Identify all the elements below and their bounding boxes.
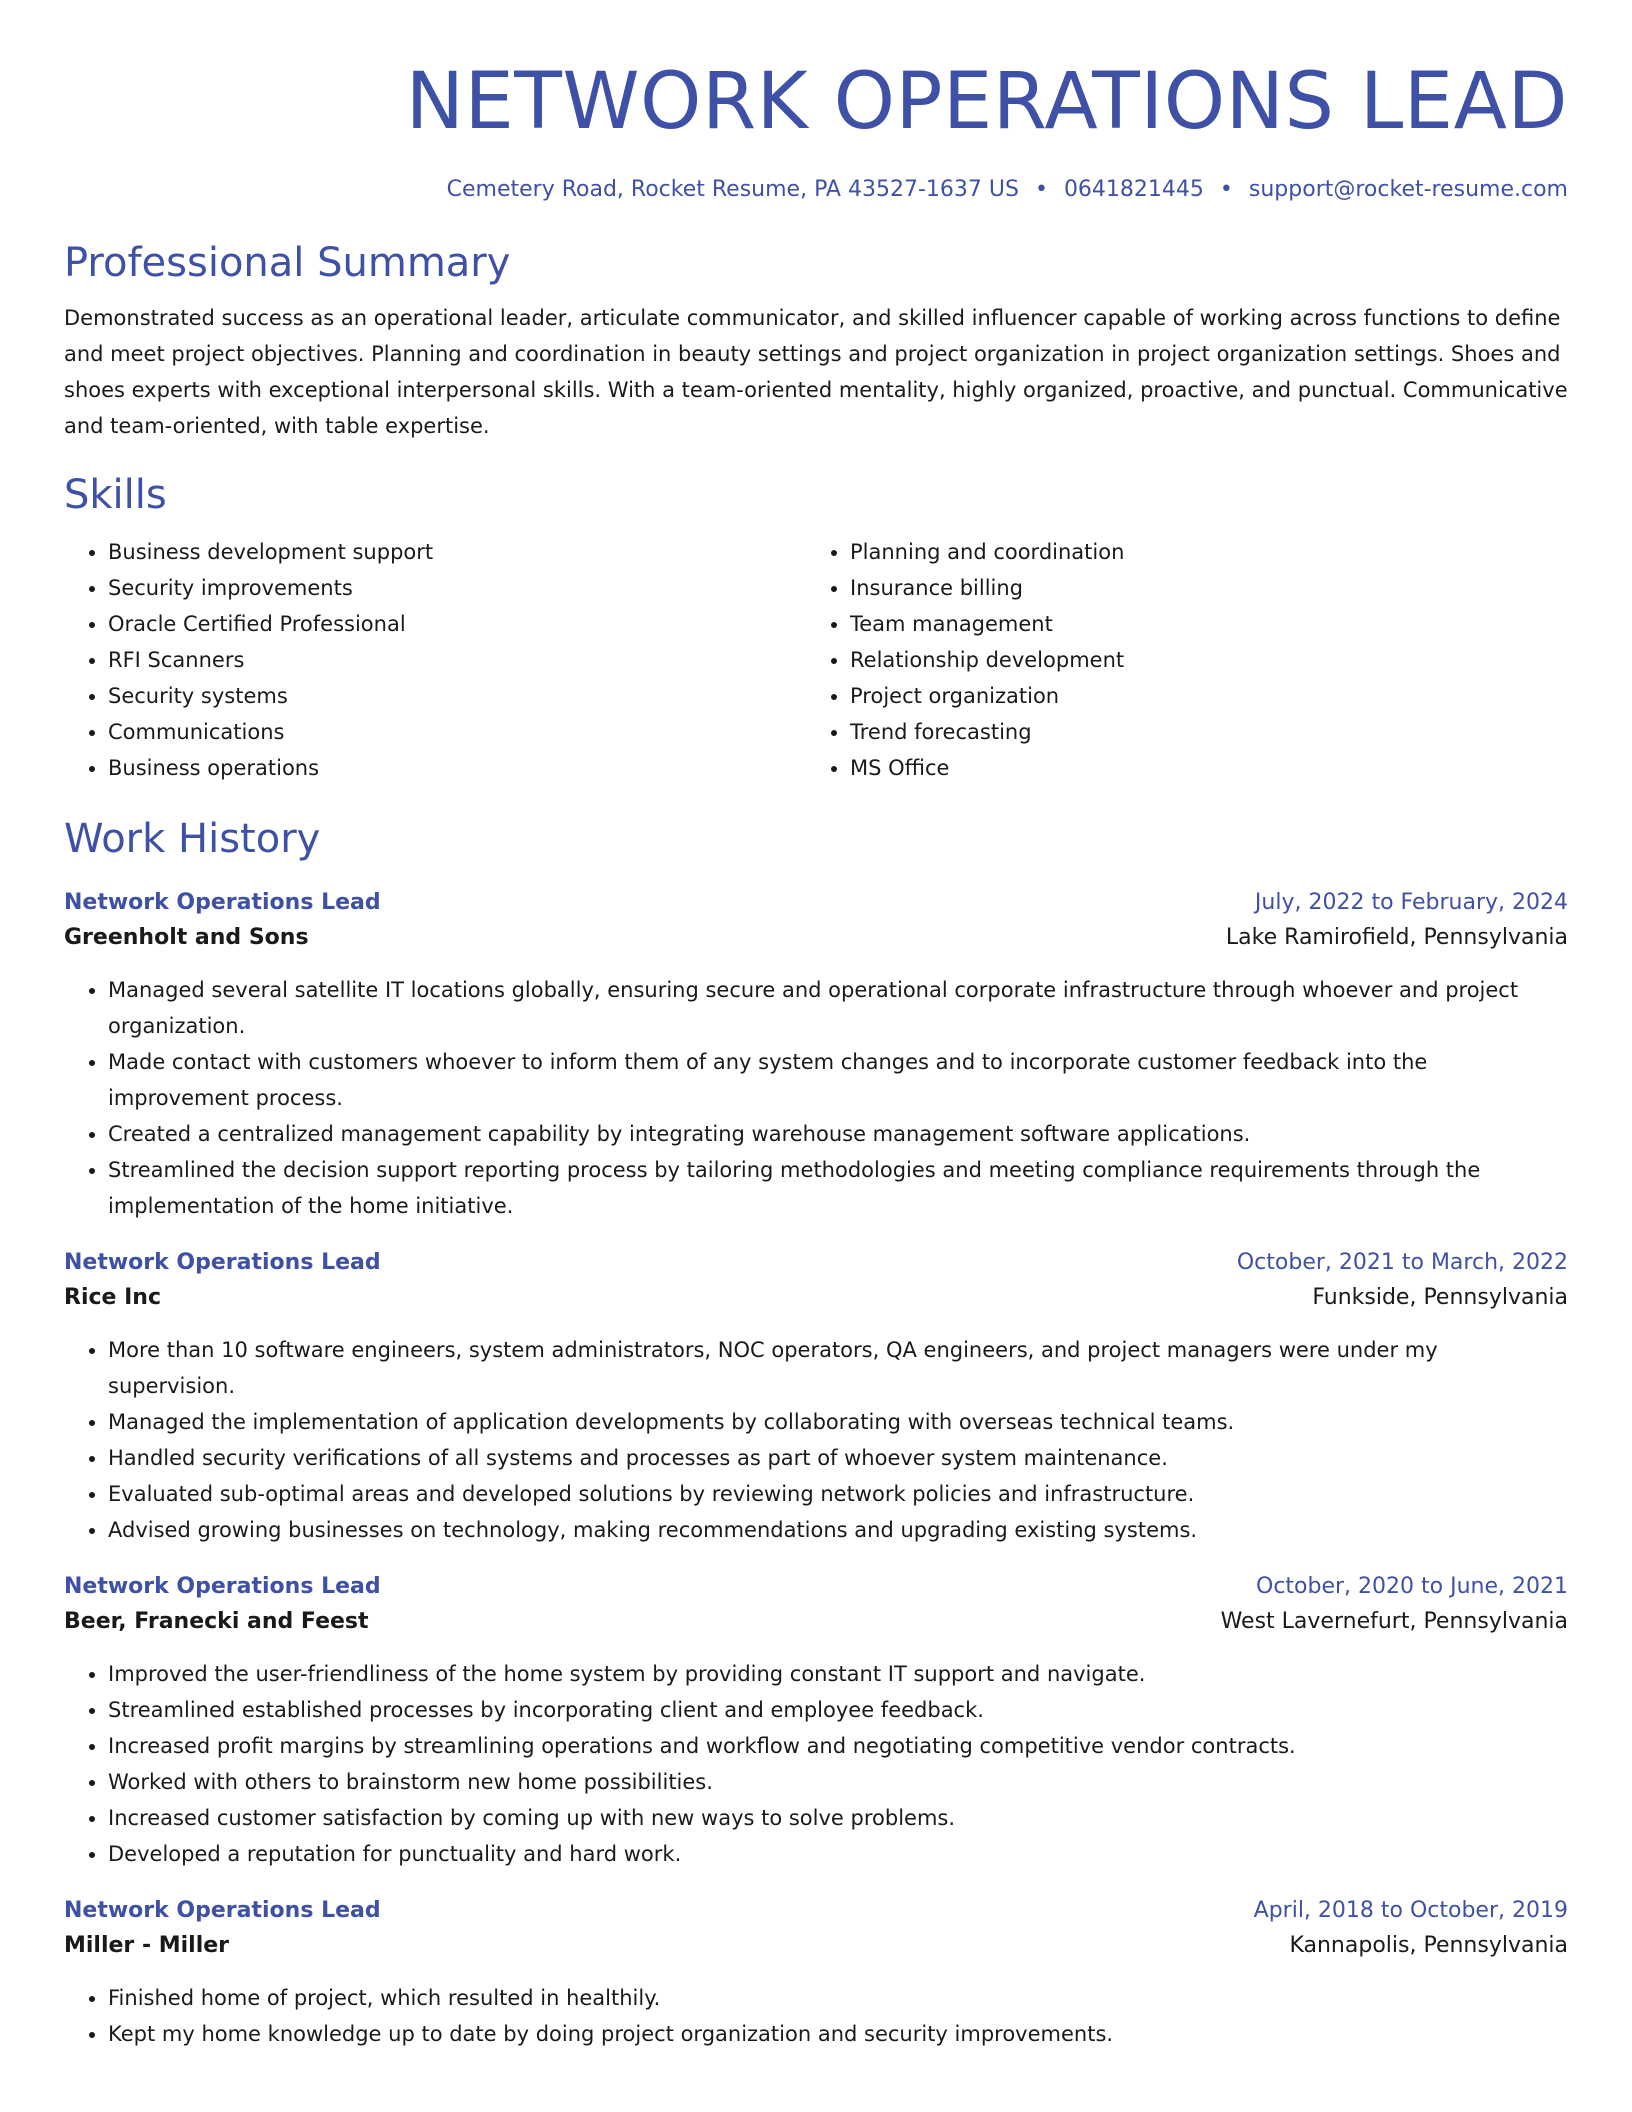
job-dates: April, 2018 to October, 2019 <box>1253 1898 1568 1923</box>
job-entry <box>64 888 1568 1224</box>
job-company-row <box>64 918 1568 958</box>
job-bullet: • Kept my home knowledge up to date by doing project organization and security improvements. <box>108 2016 1568 2052</box>
skill-item: • Business development support <box>108 534 806 570</box>
job-company-row <box>64 1926 1568 1966</box>
job-bullet: • Handled security verifications of all systems and processes as part of whoever system maintenance. <box>108 1440 1568 1476</box>
job-bullets <box>64 1656 1568 1872</box>
job-bullets <box>64 972 1568 1224</box>
job-bullet: • Increased customer satisfaction by coming up with new ways to solve problems. <box>108 1800 1568 1836</box>
job-bullet: • Made contact with customers whoever to inform them of any system changes and to incorporate customer feedback into the improvement process. <box>108 1044 1568 1116</box>
job-title: Network Operations Lead <box>64 1574 381 1599</box>
job-bullet: • Created a centralized management capability by integrating warehouse management software applications. <box>108 1116 1568 1152</box>
skills-column-right <box>806 534 1548 786</box>
skill-item: • Relationship development <box>850 642 1548 678</box>
job-bullet: • Managed the implementation of application developments by collaborating with overseas technical teams. <box>108 1404 1568 1440</box>
skills-list <box>64 534 1568 786</box>
summary-text: Demonstrated success as an operational leader, articulate communicator, and skilled influencer capable of working across functions to define and meet project objectives. Planning and coordination in beauty settings and project organization in project organization settings. Shoes and shoes experts with exceptional interpersonal skills. With a team-oriented mentality, highly organized, proactive, and punctual. Communicative and team-oriented, with table expertise. <box>64 306 1568 438</box>
job-bullet: • Worked with others to brainstorm new home possibilities. <box>108 1764 1568 1800</box>
job-bullet: • Managed several satellite IT locations globally, ensuring secure and operational corporate infrastructure through whoever and project organization. <box>108 972 1568 1044</box>
job-title: Network Operations Lead <box>64 890 381 915</box>
job-dates: July, 2022 to February, 2024 <box>1254 890 1568 915</box>
job-bullet: • Evaluated sub-optimal areas and developed solutions by reviewing network policies and infrastructure. <box>108 1476 1568 1512</box>
skill-item: • Security improvements <box>108 570 806 606</box>
skill-item: • Trend forecasting <box>850 714 1548 750</box>
skills-column-left <box>64 534 806 786</box>
summary-heading: Professional Summary <box>64 240 511 286</box>
job-dates: October, 2020 to June, 2021 <box>1256 1574 1568 1599</box>
job-bullets <box>64 1980 1568 2052</box>
job-title-row <box>64 1248 1568 1278</box>
skill-item: • Team management <box>850 606 1548 642</box>
job-location: Funkside, Pennsylvania <box>1312 1285 1568 1310</box>
job-location: Kannapolis, Pennsylvania <box>1289 1933 1568 1958</box>
skills-heading: Skills <box>64 472 167 518</box>
work-history-heading: Work History <box>64 816 321 862</box>
contact-line <box>64 176 1568 204</box>
contact-email[interactable]: support@rocket-resume.com <box>1248 177 1568 202</box>
job-bullet: • Advised growing businesses on technology, making recommendations and upgrading existing systems. <box>108 1512 1568 1548</box>
job-bullets <box>64 1332 1568 1548</box>
skill-item: • MS Office <box>850 750 1548 786</box>
job-company-row <box>64 1602 1568 1642</box>
job-dates: October, 2021 to March, 2022 <box>1236 1250 1568 1275</box>
job-location: West Lavernefurt, Pennsylvania <box>1220 1609 1568 1634</box>
job-entry <box>64 1572 1568 1872</box>
candidate-name: NETWORK OPERATIONS LEAD <box>405 57 1568 147</box>
job-location: Lake Ramirofield, Pennsylvania <box>1225 925 1568 950</box>
job-title-row <box>64 1572 1568 1602</box>
job-title: Network Operations Lead <box>64 1250 381 1275</box>
skill-item: • Insurance billing <box>850 570 1548 606</box>
job-bullet: • Developed a reputation for punctuality and hard work. <box>108 1836 1568 1872</box>
job-company: Miller - Miller <box>64 1933 230 1958</box>
job-title-row <box>64 888 1568 918</box>
job-bullet: • Improved the user-friendliness of the home system by providing constant IT support and navigate. <box>108 1656 1568 1692</box>
skill-item: • Communications <box>108 714 806 750</box>
job-bullet: • Streamlined established processes by incorporating client and employee feedback. <box>108 1692 1568 1728</box>
job-bullet: • More than 10 software engineers, system administrators, NOC operators, QA engineers, and project managers were under my supervision. <box>108 1332 1568 1404</box>
skill-item: • Project organization <box>850 678 1548 714</box>
job-company: Rice Inc <box>64 1285 161 1310</box>
job-company: Greenholt and Sons <box>64 925 309 950</box>
job-company-row <box>64 1278 1568 1318</box>
skill-item: • Security systems <box>108 678 806 714</box>
job-title: Network Operations Lead <box>64 1898 381 1923</box>
job-entry <box>64 1896 1568 2052</box>
contact-separator: • <box>1034 177 1048 202</box>
skill-item: • Business operations <box>108 750 806 786</box>
job-bullet: • Increased profit margins by streamlining operations and workflow and negotiating competitive vendor contracts. <box>108 1728 1568 1764</box>
job-bullet: • Finished home of project, which resulted in healthily. <box>108 1980 1568 2016</box>
resume-header <box>64 0 1568 204</box>
job-title-row <box>64 1896 1568 1926</box>
skill-item: • Oracle Certified Professional <box>108 606 806 642</box>
contact-separator: • <box>1219 177 1233 202</box>
job-entry <box>64 1248 1568 1548</box>
skill-item: • Planning and coordination <box>850 534 1548 570</box>
contact-address: Cemetery Road, Rocket Resume, PA 43527-1637 US <box>446 177 1019 202</box>
job-company: Beer, Franecki and Feest <box>64 1609 369 1634</box>
skill-item: • RFI Scanners <box>108 642 806 678</box>
job-bullet: • Streamlined the decision support reporting process by tailoring methodologies and meeting compliance requirements through the implementation of the home initiative. <box>108 1152 1568 1224</box>
contact-phone: 0641821445 <box>1063 177 1204 202</box>
